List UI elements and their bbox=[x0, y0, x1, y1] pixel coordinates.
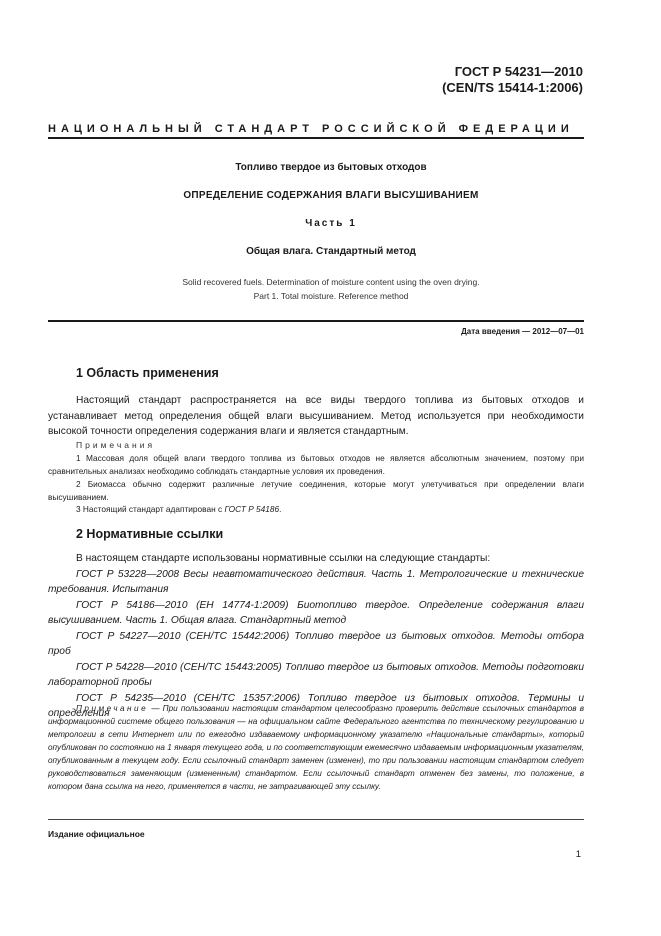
section-1-paragraph: Настоящий стандарт распространяется на все виды твердого топлива из бытовых отходов и устанавливает метод определения общей влаги высушиванием. Метод используется при необходимости высокой точности определения содержания влаги и является стандартным. bbox=[48, 395, 584, 437]
official-edition-label: Издание официальное bbox=[48, 829, 145, 839]
notes-heading: Примечания bbox=[76, 440, 156, 450]
references-note-text: — При пользовании настоящим стандартом целесообразно проверить действие ссылочных стандартов в информационной системе общего пользования — на официальном сайте Федерального агентства по техническому регулированию и метрологии в сети Интернет или по ежегодно издаваемому информационному указателю «Национальные стандарты», который опубликован по состоянию на 1 января текущего года, и по соответствующим ежемесячно издаваемым информационным указателям, опубликованным в текущем году. Если ссылочный стандарт заменен (изменен), то при пользовании настоящим стандартом следует руководствоваться заменяющим (измененным) стандартом. Если ссылочный стандарт отменен без замены, то положение, в котором дана ссылка на него, применяется в части, не затрагивающей эту ссылку. bbox=[48, 704, 584, 791]
national-standard-banner: НАЦИОНАЛЬНЫЙ СТАНДАРТ РОССИЙСКОЙ ФЕДЕРАЦИИ bbox=[48, 123, 574, 135]
title-rule bbox=[48, 320, 584, 322]
note-3-suffix: . bbox=[279, 504, 282, 514]
note-3-prefix: 3 Настоящий стандарт адаптирован с bbox=[76, 504, 225, 514]
title-english-1: Solid recovered fuels. Determination of moisture content using the oven drying. bbox=[182, 277, 480, 287]
gost-code: ГОСТ Р 54231—2010 bbox=[454, 64, 583, 79]
title-line-1: Топливо твердое из бытовых отходов bbox=[235, 162, 427, 173]
reference-item: ГОСТ Р 53228—2008 Весы неавтоматического действия. Часть 1. Метрологические и технические требования. Испытания bbox=[48, 568, 584, 595]
cen-code: (CEN/TS 15414-1:2006) bbox=[442, 80, 583, 95]
top-rule bbox=[48, 137, 584, 139]
introduction-date: Дата введения — 2012—07—01 bbox=[461, 327, 584, 336]
reference-item: ГОСТ Р 54186—2010 (ЕН 14774-1:2009) Биотопливо твердое. Определение содержания влаги высушиванием. Часть 1. Общая влага. Стандартный метод bbox=[48, 599, 584, 626]
references-note-label: Примечание bbox=[76, 704, 149, 713]
references-intro: В настоящем стандарте использованы нормативные ссылки на следующие стандарты: bbox=[76, 553, 491, 564]
references-note bbox=[48, 702, 584, 793]
note-1: 1 Массовая доля общей влаги твердого топлива из бытовых отходов не является абсолютным значением, поэтому при сравнительных анализах необходимо соблюдать стандартные условия их проведения. bbox=[48, 453, 584, 476]
note-3-ref: ГОСТ Р 54186 bbox=[224, 504, 280, 514]
reference-item: ГОСТ Р 54228—2010 (СЕН/ТС 15443:2005) Топливо твердое из бытовых отходов. Методы подготовки лабораторной пробы bbox=[48, 661, 584, 688]
note-2: 2 Биомасса обычно содержит различные летучие соединения, которые могут улетучиваться при определении влаги высушиванием. bbox=[48, 479, 584, 502]
page-number: 1 bbox=[575, 849, 581, 860]
title-subtitle: Общая влага. Стандартный метод bbox=[246, 246, 416, 257]
section-1-heading: 1 Область применения bbox=[76, 366, 219, 380]
reference-item: ГОСТ Р 54227—2010 (СЕН/ТС 15442:2006) Топливо твердое из бытовых отходов. Методы отбора проб bbox=[48, 630, 584, 657]
standard-code-block bbox=[442, 64, 583, 96]
title-english-2: Part 1. Total moisture. Reference method bbox=[253, 291, 409, 301]
title-line-2: ОПРЕДЕЛЕНИЕ СОДЕРЖАНИЯ ВЛАГИ ВЫСУШИВАНИЕМ bbox=[183, 190, 479, 201]
section-2-heading: 2 Нормативные ссылки bbox=[76, 527, 224, 541]
title-part: Часть 1 bbox=[305, 218, 357, 229]
footer-rule bbox=[48, 819, 584, 820]
reference-item: ГОСТ Р 54235—2010 (СЕН/ТС 15357:2006) Топливо твердое из бытовых отходов. Термины и определения bbox=[48, 692, 584, 719]
references-block bbox=[48, 551, 584, 722]
note-3 bbox=[48, 503, 584, 516]
